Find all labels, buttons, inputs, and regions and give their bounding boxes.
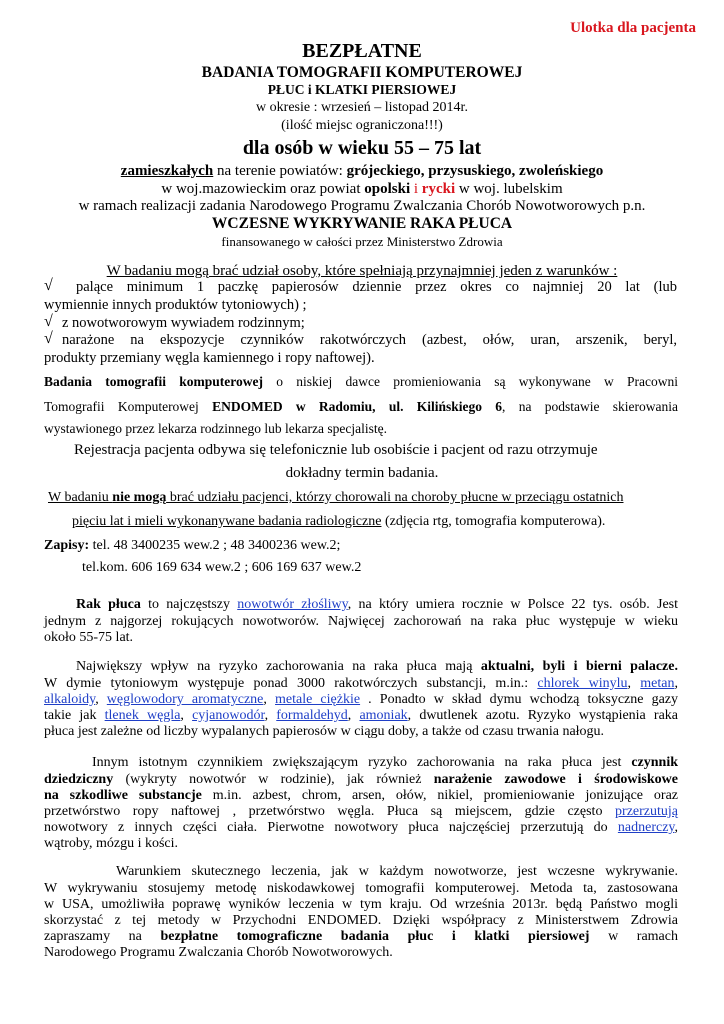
residence-lead: zamieszkałych	[120, 163, 214, 179]
limited-places: (ilość miejsc ograniczona!!!)	[281, 118, 443, 133]
voivodeship-line	[0, 181, 724, 198]
registration-line-2: dokładny termin badania.	[285, 465, 439, 481]
leaflet-label: Ulotka dla pacjenta	[570, 20, 696, 36]
article-p3-line-2: dziedziczny (wykryty nowotwór w rodzinie), jak również narażenie zawodowe i środowiskowe	[44, 772, 678, 787]
article-p3-line-3: na szkodliwe substancje m.in. azbest, chrom, arsen, ołów, nikiel, promieniowanie jonizujące oraz	[44, 788, 678, 803]
link-hydrogen-cyanide[interactable]: cyjanowodór	[192, 708, 265, 723]
program-line: w ramach realizacji zadania Narodowego Programu Zwalczania Chorób Nowotworowych p.n.	[78, 198, 646, 214]
subtitle-ct: BADANIA TOMOGRAFII KOMPUTEROWEJ	[201, 64, 523, 81]
check-icon: √	[44, 313, 53, 330]
financed-note: finansowanego w całości przez Ministerstwo Zdrowia	[221, 234, 503, 249]
exclusion-emphasis: nie mogą	[112, 490, 167, 505]
conditions-heading: W badaniu mogą brać udział osoby, które spełniają przynajmniej jeden z warunków :	[106, 263, 618, 279]
counties-list: grójeckiego, przysuskiego, zwoleńskiego	[346, 163, 604, 179]
article-p3-line-4: przetwórstwo ropy naftowej , przetwórstwo węgla. Płuca są miejscem, gdzie często przerzutują	[44, 804, 678, 819]
link-ammonia[interactable]: amoniak	[359, 708, 408, 723]
article-p4-line-5: zapraszamy na bezpłatne tomograficzne badania płuc i klatki piersiowej w ramach	[44, 929, 678, 944]
age-range: dla osób w wieku 55 – 75 lat	[242, 137, 482, 159]
link-adrenal-glands[interactable]: nadnerczy	[617, 820, 675, 835]
condition-exposure-2: produkty przemiany węgla kamiennego i ropy naftowej).	[44, 350, 375, 366]
registration-line-1: Rejestracja pacjenta odbywa się telefonicznie lub osobiście i pacjent od razu otrzymuje	[74, 442, 598, 458]
voivodeship-lublin: w woj. lubelskim	[455, 181, 563, 197]
clinic-address: ENDOMED w Radomiu, ul. Kilińskiego 6	[212, 399, 503, 414]
info-line-3: wystawionego przez lekarza rodzinnego lub lekarza specjalistę.	[44, 421, 387, 436]
condition-family: z nowotworowym wywiadem rodzinnym;	[62, 315, 305, 331]
link-carbon-monoxide[interactable]: tlenek węgla	[104, 708, 181, 723]
article-p4-line-3: w USA, umożliwiła poprawę wyników leczenia w tym kraju. Od września 2013r. będą Państwo mogli	[44, 897, 678, 912]
program-name: WCZESNE WYKRYWANIE RAKA PŁUCA	[211, 215, 513, 232]
subtitle-lungs: PŁUC i KLATKI PIERSIOWEJ	[267, 82, 457, 97]
article-p1-line-1: Rak płuca to najczęstszy nowotwór złośliwy, na który umiera rocznie w Polsce 22 tys. osób. Jest	[76, 597, 679, 612]
condition-smoking-2: wymiennie innych produktów tytoniowych) ;	[44, 297, 307, 313]
article-p2-line-1: Największy wpływ na ryzyko zachorowania na raka płuca mają aktualni, byli i bierni palacze.	[76, 659, 678, 674]
exclusion-line-1: W badaniu nie mogą brać udziału pacjenci, którzy chorowali na choroby płucne w przeciągu ostatnich	[48, 490, 624, 505]
article-p2-line-3: alkaloidy, węglowodory aromatyczne, metale ciężkie . Ponadto w skład dymu wchodzą toksyczne gazy	[44, 692, 679, 707]
condition-exposure-1: narażone na ekspozycje czynników rakotwórczych (azbest, ołów, uran, arszenik, beryl,	[62, 332, 677, 348]
voivodeship-text: w woj.mazowieckim oraz powiat	[161, 181, 365, 197]
residence-line	[0, 163, 724, 180]
signup-mobile: tel.kom. 606 169 634 wew.2 ; 606 169 637 wew.2	[82, 560, 362, 575]
article-p2-line-4: takie jak tlenek węgla, cyjanowodór, formaldehyd, amoniak, dwutlenek azotu. Ryzyko wystąpienia raka	[44, 708, 679, 723]
link-alkaloids[interactable]: alkaloidy	[44, 692, 96, 707]
signup-phones: Zapisy: tel. 48 3400235 wew.2 ; 48 3400236 wew.2;	[44, 538, 341, 553]
article-p4-line-4: skorzystać z tej metody w Przychodni ENDOMED. Dzięki współpracy z Ministerstwem Zdrowia	[44, 913, 678, 928]
article-p3-line-6: wątroby, mózgu i kości.	[44, 836, 179, 851]
link-aromatic-hydrocarbons[interactable]: węglowodory aromatyczne	[106, 692, 264, 707]
article-p1-line-2: jednym z najgorzej rokujących nowotworów. Najwięcej zachorowań na raka płuc występuje w wieku	[44, 614, 678, 629]
info-line-2: Tomografii Komputerowej ENDOMED w Radomiu, ul. Kilińskiego 6, na podstawie skierowania	[44, 399, 678, 414]
link-formaldehyde[interactable]: formaldehyd	[276, 708, 348, 723]
article-p1-line-3: około 55-75 lat.	[44, 630, 134, 645]
exclusion-line-2: pięciu lat i mieli wykonanywane badania radiologiczne (zdjęcia rtg, tomografia komputerowa).	[72, 514, 606, 529]
county-rycki: rycki	[421, 181, 456, 197]
condition-smoking-1: palące minimum 1 paczkę papierosów dziennie przez okres co najmniej 20 lat (lub	[76, 279, 677, 295]
signup-label: Zapisy:	[44, 538, 90, 553]
conjunction: i	[410, 181, 422, 197]
check-icon: √	[44, 330, 53, 347]
article-p4-line-2: W wykrywaniu stosujemy metodę niskodawkowej tomografii komputerowej. Metoda ta, zastosowana	[44, 881, 678, 896]
county-opolski: opolski	[364, 181, 411, 197]
link-metastasize[interactable]: przerzutują	[615, 804, 678, 819]
link-malignant-tumor[interactable]: nowotwór złośliwy	[237, 597, 348, 612]
article-p3-line-5: nowotwory z innych części ciała. Pierwotne nowotwory płuca najczęściej przerzutują do nadnerczy,	[44, 820, 678, 835]
article-p3-line-1: Innym istotnym czynnikiem zwiększającym ryzyko zachorowania na raka płuca jest czynnik	[92, 755, 678, 770]
article-p2-line-2: W dymie tytoniowym występuje ponad 3000 rakotwórczych substancji, m.in.: chlorek winylu, metan,	[44, 676, 679, 691]
info-line-1: Badania tomografii komputerowej o niskiej dawce promieniowania są wykonywane w Pracowni	[44, 374, 678, 389]
article-p2-line-5: płuca jest zależne od liczby wypalanych papierosów w ciągu doby, a także od czasu trwania nałogu.	[44, 724, 605, 739]
article-p4-line-6: Narodowego Programu Zwalczania Chorób Nowotworowych.	[44, 945, 393, 960]
link-methane[interactable]: metan	[640, 676, 675, 691]
period-text: w okresie : wrzesień – listopad 2014r.	[256, 100, 468, 115]
article-p4-line-1: Warunkiem skutecznego leczenia, jak w każdym nowotworze, jest wczesne wykrywanie.	[116, 864, 678, 879]
check-icon: √	[44, 277, 53, 294]
link-heavy-metals[interactable]: metale ciężkie	[275, 692, 361, 707]
residence-text: na terenie powiatów:	[213, 163, 347, 179]
link-vinyl-chloride[interactable]: chlorek winylu	[537, 676, 628, 691]
main-title: BEZPŁATNE	[302, 40, 422, 62]
